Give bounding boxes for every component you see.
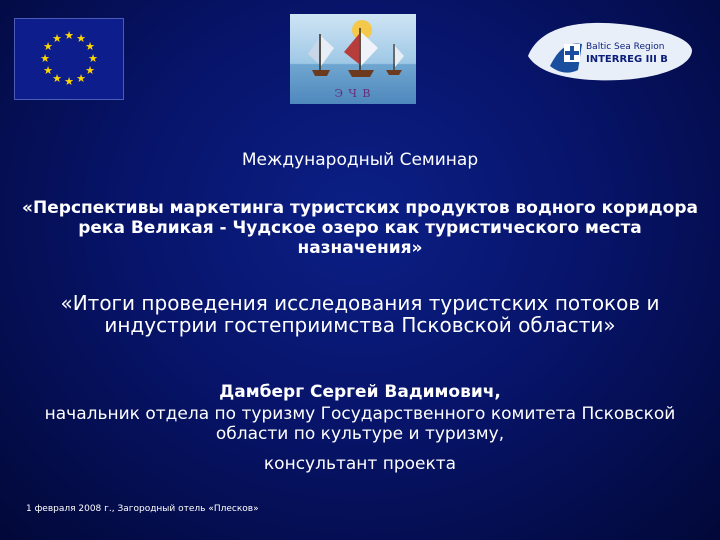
author-role: консультант проекта — [263, 454, 457, 474]
presentation-title: «Итоги проведения исследования туристских потоков и индустрии гостеприимства Псковской области» — [60, 291, 660, 337]
author-position: начальник отдела по туризму Государственного комитета Псковской области по культуре и туризму, — [44, 404, 676, 444]
svg-text:★: ★ — [43, 40, 53, 53]
footer-date-venue: 1 февраля 2008 г., Загородный отель «Плесков» — [26, 504, 259, 514]
interreg-logo-line2: INTERREG III B — [586, 54, 668, 65]
seminar-topic: «Перспективы маркетинга туристских продуктов водного коридора река Великая - Чудское озеро как туристического места назначения» — [22, 198, 698, 258]
svg-text:★: ★ — [88, 52, 98, 65]
eu-flag-icon — [15, 19, 123, 99]
svg-text:★: ★ — [64, 75, 74, 88]
interreg-logo-line1: Baltic Sea Region — [586, 42, 665, 52]
svg-text:★: ★ — [52, 32, 62, 45]
svg-text:★: ★ — [40, 52, 50, 65]
svg-text:★: ★ — [64, 29, 74, 42]
project-logo-caption: Э Ч В — [334, 87, 372, 100]
author-name: Дамберг Сергей Вадимович, — [219, 382, 501, 402]
svg-text:★: ★ — [43, 64, 53, 77]
svg-text:★: ★ — [85, 64, 95, 77]
project-logo — [290, 14, 416, 104]
svg-text:★: ★ — [85, 40, 95, 53]
interreg-logo — [520, 16, 696, 86]
seminar-title: Международный Семинар — [241, 150, 479, 170]
svg-text:★: ★ — [76, 72, 86, 85]
svg-text:★: ★ — [52, 72, 62, 85]
sailing-ships-icon — [290, 14, 416, 86]
svg-text:★: ★ — [76, 32, 86, 45]
eu-flag-logo — [14, 18, 124, 100]
